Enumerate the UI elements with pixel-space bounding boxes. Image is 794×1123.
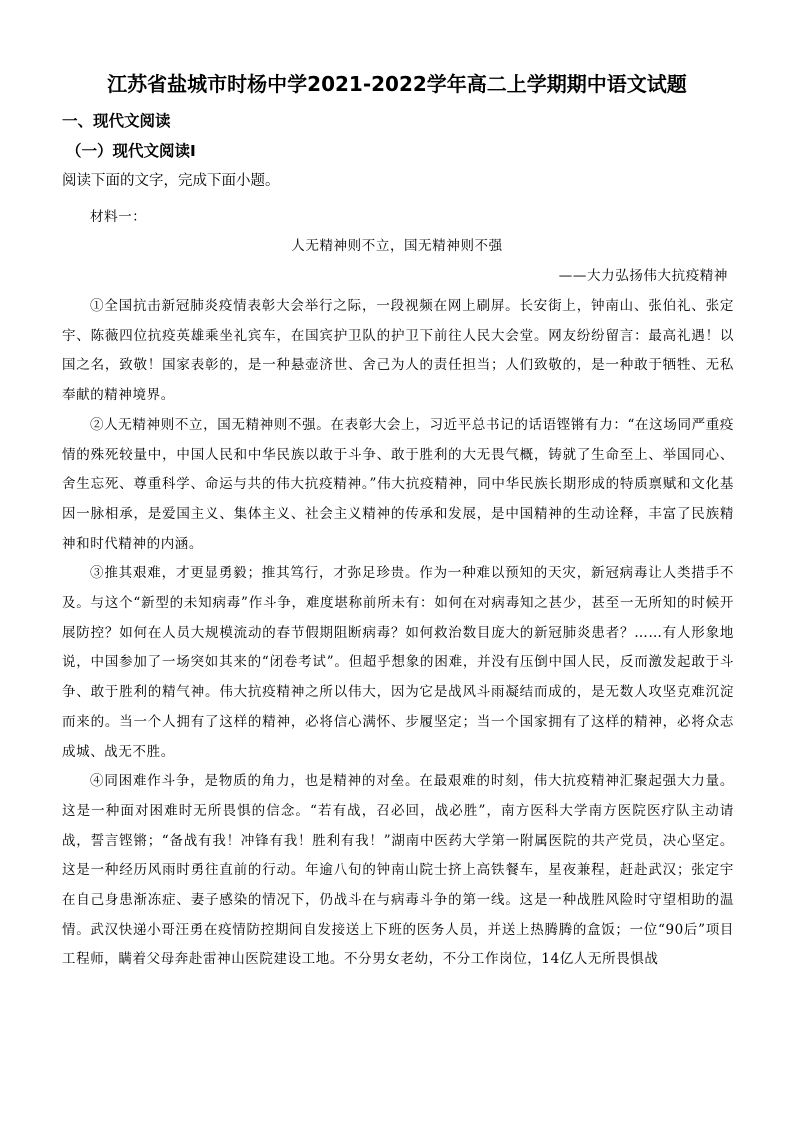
subsection-heading: （一）现代文阅读Ⅰ — [66, 142, 196, 160]
paragraph-1: ①全国抗击新冠肺炎疫情表彰大会举行之际，一段视频在网上刷屏。长安街上，钟南山、张伯礼、张定宇、陈薇四位抗疫英雄乘坐礼宾车，在国宾护卫队的护卫下前往人民大会堂。网友纷纷留言：最高礼遇！以国之名，致敬！国家表彰的，是一种悬壶济世、舍己为人的责任担当；人们致敬的，是一种敢于牺牲、无私奉献的精神境界。 — [62, 298, 734, 404]
paragraph-2: ②人无精神则不立，国无精神则不强。在表彰大会上，习近平总书记的话语铿锵有力：“在这场同严重疫情的殊死较量中，中国人民和中华民族以敢于斗争、敢于胜利的大无畏气概，铸就了生命至上、举国同心、舍生忘死、尊重科学、命运与共的伟大抗疫精神。”伟大抗疫精神，同中华民族长期形成的特质禀赋和文化基因一脉相承，是爱国主义、集体主义、社会主义精神的传承和发展，是中国精神的生动诠释，丰富了民族精神和时代精神的内涵。 — [62, 416, 734, 552]
paragraph-3: ③推其艰难，才更显勇毅；推其笃行，才弥足珍贵。作为一种难以预知的天灾，新冠病毒让人类措手不及。与这个“新型的未知病毒”作斗争，难度堪称前所未有：如何在对病毒知之甚少，甚至一无所知的时候开展防控？如何在人员大规模流动的春节假期阻断病毒？如何救治数目庞大的新冠肺炎患者？……有人形象地说，中国参加了一场突如其来的“闭卷考试”。但超乎想象的困难，并没有压倒中国人民，反而激发起敢于斗争、敢于胜利的精气神。伟大抗疫精神之所以伟大，因为它是战风斗雨凝结而成的，是无数人攻坚克难沉淀而来的。当一个人拥有了这样的精神，必将信心满怀、步履坚定；当一个国家拥有了这样的精神，必将众志成城、战无不胜。 — [62, 565, 734, 760]
material-label: 材料一： — [90, 209, 147, 225]
article-title: 人无精神则不立，国无精神则不强 — [291, 238, 503, 254]
article-body — [62, 292, 734, 975]
paragraph-4: ④同困难作斗争，是物质的角力，也是精神的对垒。在最艰难的时刻，伟大抗疫精神汇聚起强大力量。这是一种面对困难时无所畏惧的信念。“若有战，召必回，战必胜”，南方医科大学南方医院医疗队主动请战，誓言铿锵；“备战有我！冲锋有我！胜利有我！”湖南中医药大学第一附属医院的共产党员，决心坚定。这是一种经历风雨时勇往直前的行动。年逾八旬的钟南山院士挤上高铁餐车，星夜兼程，赶赴武汉；张定宇在自己身患渐冻症、妻子感染的情况下，仍战斗在与病毒斗争的第一线。这是一种战胜风险时守望相助的温情。武汉快递小哥汪勇在疫情防控期间自发接送上下班的医务人员，并送上热腾腾的盒饭；一位“90后”项目工程师，瞒着父母奔赴雷神山医院建设工地。不分男女老幼，不分工作岗位，14亿人无所畏惧战 — [62, 773, 734, 968]
article-subtitle: ——大力弘扬伟大抗疫精神 — [558, 268, 728, 284]
document-title: 江苏省盐城市时杨中学2021-2022学年高二上学期期中语文试题 — [107, 72, 687, 96]
section-heading: 一、现代文阅读 — [62, 112, 171, 130]
reading-instruction: 阅读下面的文字，完成下面小题。 — [62, 173, 280, 189]
